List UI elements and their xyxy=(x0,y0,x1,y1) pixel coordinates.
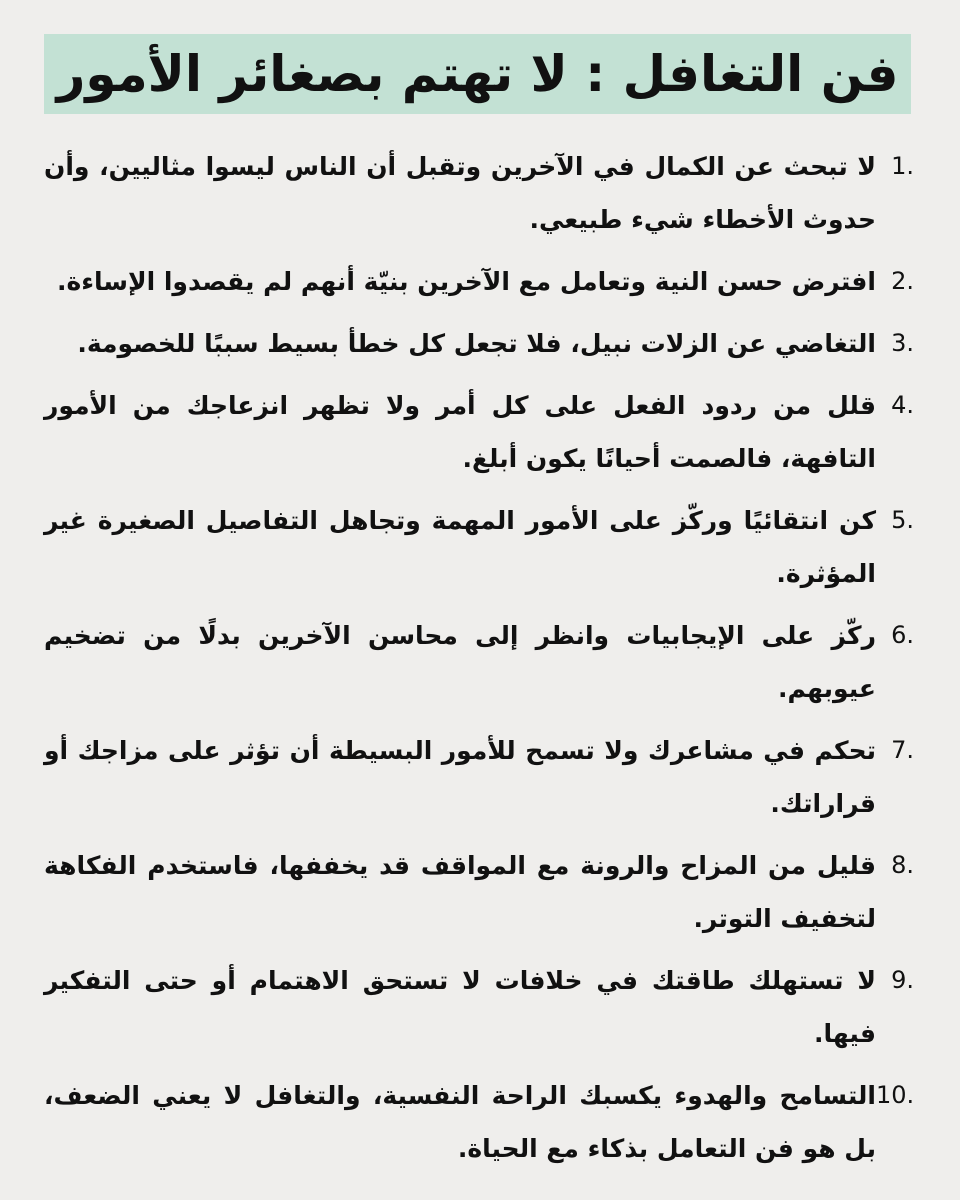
item-text: قليل من المزاح والرونة مع المواقف قد يخففها، فاستخدم الفكاهة لتخفيف التوتر. xyxy=(44,851,876,933)
item-text: كن انتقائيًا وركّز على الأمور المهمة وتجاهل التفاصيل الصغيرة غير المؤثرة. xyxy=(44,506,876,588)
list-item xyxy=(44,140,914,246)
list-item xyxy=(44,839,914,945)
item-text: افترض حسن النية وتعامل مع الآخرين بنيّة أنهم لم يقصدوا الإساءة. xyxy=(56,267,876,296)
item-number: 5. xyxy=(891,506,914,534)
item-text: قلل من ردود الفعل على كل أمر ولا تظهر انزعاجك من الأمور التافهة، فالصمت أحيانًا يكون أبلغ. xyxy=(44,391,876,473)
item-text: لا تستهلك طاقتك في خلافات لا تستحق الاهتمام أو حتى التفكير فيها. xyxy=(44,966,876,1048)
item-text: لا تبحث عن الكمال في الآخرين وتقبل أن الناس ليسوا مثاليين، وأن حدوث الأخطاء شيء طبيعي. xyxy=(44,152,876,234)
list-item xyxy=(44,724,914,830)
item-text: تحكم في مشاعرك ولا تسمح للأمور البسيطة أن تؤثر على مزاجك أو قراراتك. xyxy=(44,736,876,818)
title-banner xyxy=(44,34,911,114)
list-item xyxy=(44,609,914,715)
item-number: 10. xyxy=(876,1081,915,1109)
item-number: 9. xyxy=(891,966,914,994)
item-text: التغاضي عن الزلات نبيل، فلا تجعل كل خطأ بسيط سببًا للخصومة. xyxy=(77,329,876,358)
list-item xyxy=(44,317,914,370)
item-text: التسامح والهدوء يكسبك الراحة النفسية، والتغافل لا يعني الضعف، بل هو فن التعامل بذكاء مع الحياة. xyxy=(44,1081,876,1163)
item-number: 6. xyxy=(891,621,914,649)
item-number: 7. xyxy=(891,736,914,764)
list-item xyxy=(44,954,914,1060)
item-number: 3. xyxy=(891,329,914,357)
list-item xyxy=(44,494,914,600)
item-number: 8. xyxy=(891,851,914,879)
list-item xyxy=(44,379,914,485)
list-item xyxy=(44,1069,914,1175)
tips-list xyxy=(44,140,914,1184)
list-item xyxy=(44,255,914,308)
item-text: ركّز على الإيجابيات وانظر إلى محاسن الآخرين بدلًا من تضخيم عيوبهم. xyxy=(44,621,876,703)
item-number: 2. xyxy=(891,267,914,295)
item-number: 4. xyxy=(891,391,914,419)
item-number: 1. xyxy=(891,152,914,180)
page-title: فن التغافل : لا تهتم بصغائر الأمور xyxy=(56,45,899,103)
